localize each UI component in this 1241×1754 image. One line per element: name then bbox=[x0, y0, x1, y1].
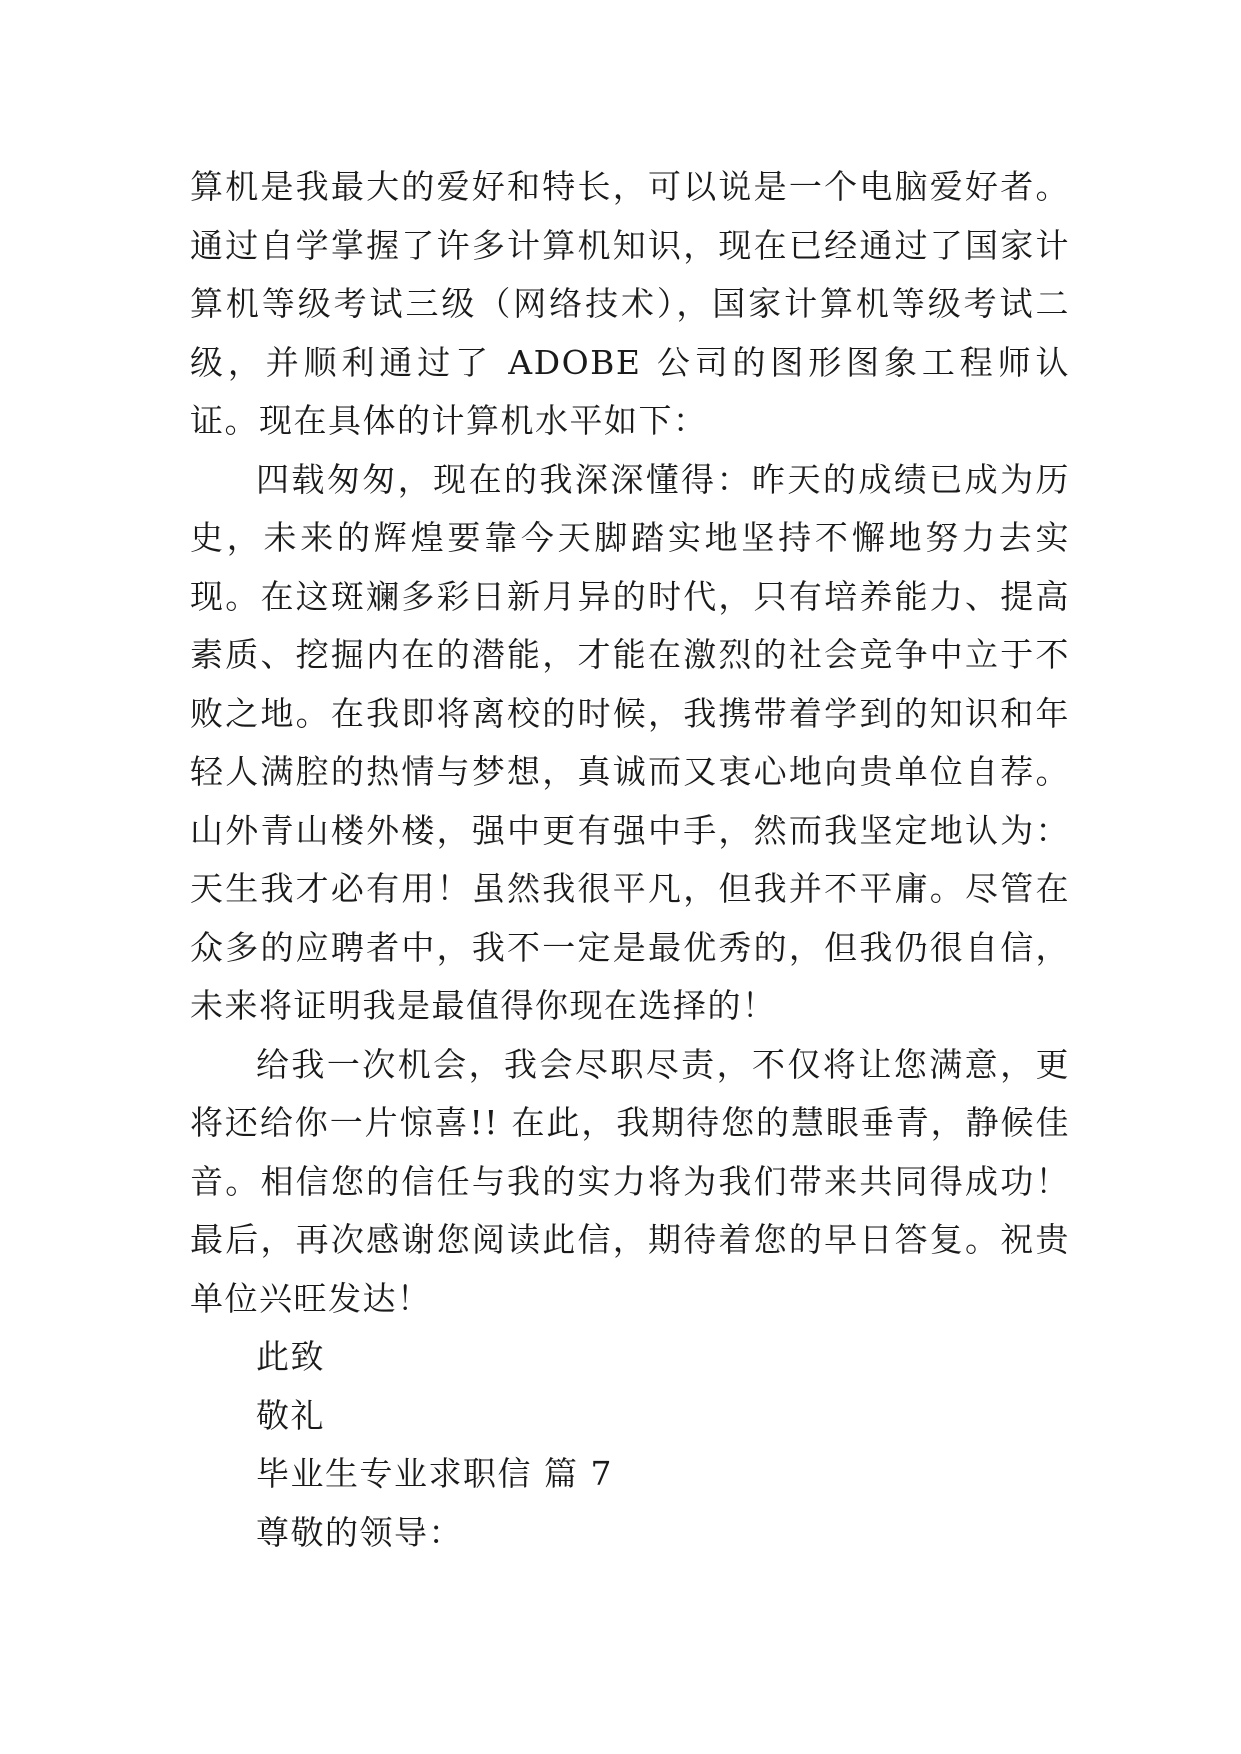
section-heading: 毕业生专业求职信 篇 7 bbox=[256, 1454, 613, 1493]
closing-jingli: 敬礼 bbox=[256, 1395, 325, 1435]
paragraph-request-opportunity: 给我一次机会，我会尽职尽责，不仅将让您满意，更将还给你一片惊喜!! 在此，我期待您的慧眼垂青，静候佳音。相信您的信任与我的实力将为我们带来共同得成功！最后，再次感谢您阅读此信，期待着您的早日答复。祝贵单位兴旺发达！ bbox=[190, 1044, 1070, 1318]
salutation: 尊敬的领导： bbox=[256, 1512, 463, 1552]
paragraph-self-recommendation: 四载匆匆，现在的我深深懂得：昨天的成绩已成为历史，未来的辉煌要靠今天脚踏实地坚持不懈地努力去实现。在这斑斓多彩日新月异的时代，只有培养能力、提高素质、挖掘内在的潜能，才能在激烈的社会竞争中立于不败之地。在我即将离校的时候，我携带着学到的知识和年轻人满腔的热情与梦想，真诚而又衷心地向贵单位自荐。山外青山楼外楼，强中更有强中手，然而我坚定地认为：天生我才必有用！虽然我很平凡，但我并不平庸。尽管在众多的应聘者中，我不一定是最优秀的，但我仍很自信，未来将证明我是最值得你现在选择的！ bbox=[190, 459, 1070, 1025]
closing-cizhi: 此致 bbox=[256, 1337, 325, 1376]
paragraph-computer-skills: 算机是我最大的爱好和特长，可以说是一个电脑爱好者。通过自学掌握了许多计算机知识，现在已经通过了国家计算机等级考试三级（网络技术），国家计算机等级考试二级，并顺利通过了 ADOBE 公司的图形图象工程师认证。现在具体的计算机水平如下： bbox=[190, 167, 1070, 440]
letter-body bbox=[190, 158, 1070, 1562]
